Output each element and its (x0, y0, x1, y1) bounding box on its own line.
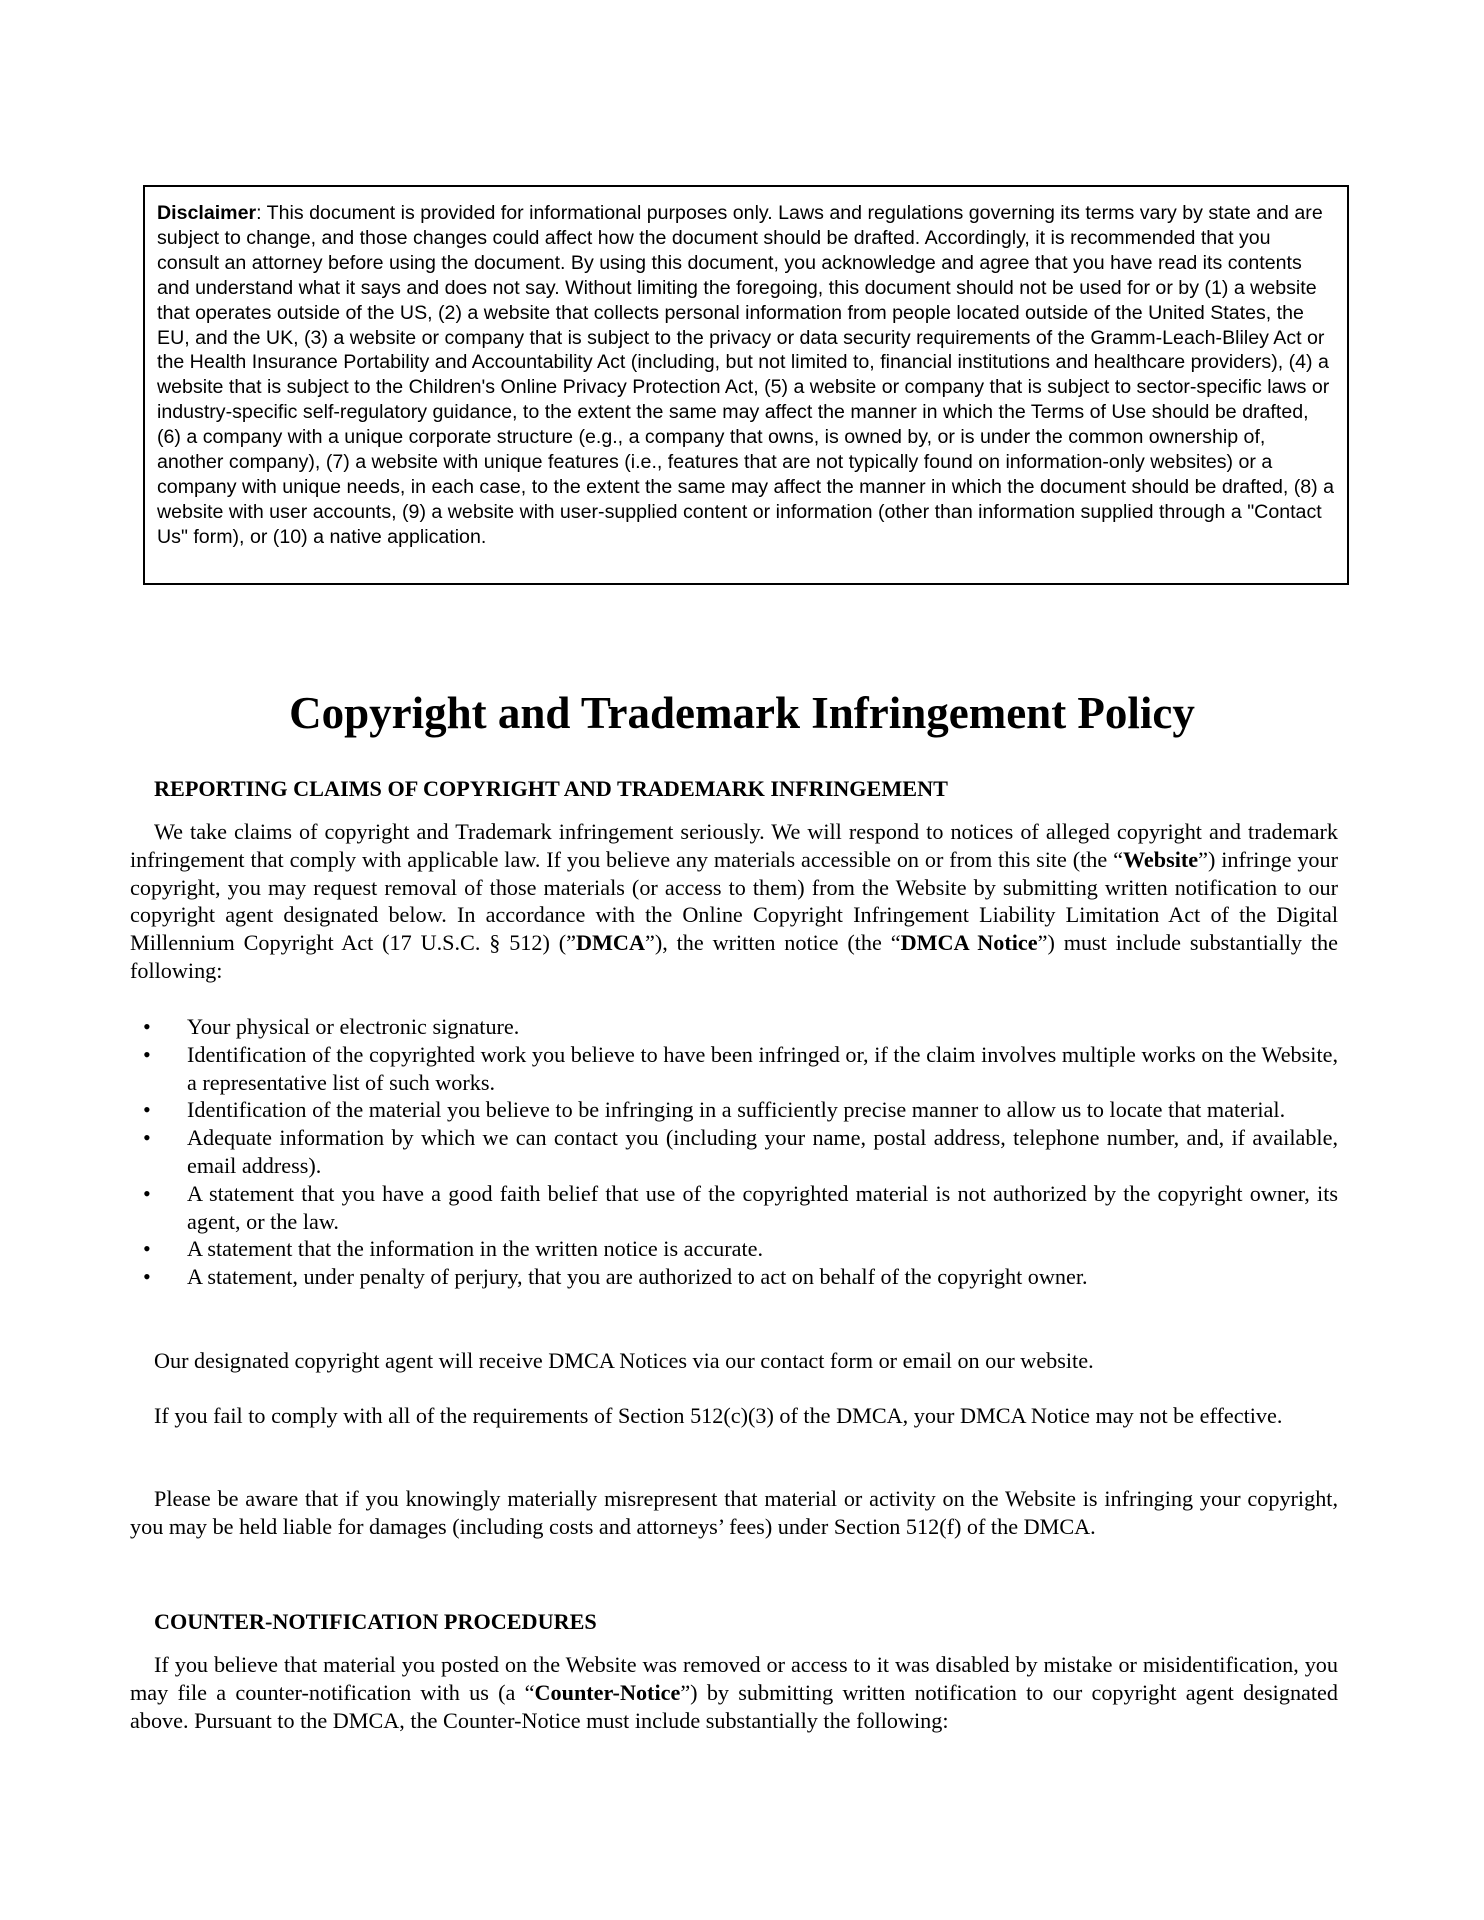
bullet-icon: • (143, 1125, 151, 1151)
list-item (130, 1041, 1338, 1097)
list-item-text: A statement, under penalty of perjury, that you are authorized to act on behalf of the copyright owner. (187, 1264, 1088, 1290)
dmca-notice-requirements-list (130, 1013, 1338, 1291)
intro-term-dmca: DMCA (575, 930, 645, 956)
disclaimer-label: Disclaimer (157, 202, 257, 224)
counter-intro-term: Counter-Notice (534, 1679, 681, 1705)
list-item-text: Identification of the material you believe to be infringing in a sufficiently precise manner to allow us to locate that material. (187, 1097, 1286, 1123)
disclaimer-box (143, 185, 1349, 585)
bullet-icon: • (143, 1014, 151, 1039)
list-item-text: Adequate information by which we can contact you (including your name, postal address, telephone number, and, if available, email address). (187, 1125, 1338, 1178)
agent-paragraph: Our designated copyright agent will receive DMCA Notices via our contact form or email on our website. (154, 1348, 1094, 1373)
compliance-paragraph: If you fail to comply with all of the requirements of Section 512(c)(3) of the DMCA, your DMCA Notice may not be effective. (154, 1403, 1283, 1428)
intro-text-3: ”), the written notice (the “ (644, 930, 901, 956)
bullet-icon: • (143, 1041, 151, 1067)
bullet-icon: • (143, 1097, 151, 1123)
counter-intro-text-2: ”) by submitting written notification to our copyright agent designated above. Pursuant to the DMCA, the Counter-Notice must include substantially the following: (130, 1679, 1338, 1733)
section-heading-counter-notification: COUNTER-NOTIFICATION PROCEDURES (154, 1609, 597, 1634)
intro-text-4: ”) must include substantially the following: (130, 930, 1338, 983)
list-item (130, 1235, 1338, 1263)
page-title: Copyright and Trademark Infringement Policy (289, 688, 1195, 738)
list-item-text: A statement that you have a good faith belief that use of the copyrighted material is not authorized by the copyright owner, its agent, or the law. (187, 1180, 1338, 1234)
list-item (130, 1096, 1338, 1124)
list-item (130, 1124, 1338, 1180)
counter-notice-intro-paragraph (130, 1651, 1338, 1734)
list-item-text: A statement that the information in the written notice is accurate. (187, 1236, 764, 1262)
reporting-intro-paragraph (130, 818, 1338, 985)
section-heading-reporting: REPORTING CLAIMS OF COPYRIGHT AND TRADEMARK INFRINGEMENT (154, 776, 948, 801)
intro-term-dmca-notice: DMCA Notice (900, 930, 1038, 956)
list-item (130, 1013, 1338, 1041)
list-item-text: Your physical or electronic signature. (187, 1014, 520, 1039)
list-item (130, 1263, 1338, 1291)
bullet-icon: • (143, 1180, 151, 1206)
bullet-icon: • (143, 1264, 151, 1290)
intro-text-1: We take claims of copyright and Trademark infringement seriously. We will respond to notices of alleged copyright and trademark infringement that comply with applicable law. If you believe any materials accessible on or from this site (the “ (130, 819, 1338, 872)
disclaimer-text: : This document is provided for informational purposes only. Laws and regulations governing its terms vary by state and are subject to change, and those changes could affect how the document should be drafted. Accordingly, it is recommended that you consult an attorney before using the document. By using this document, you acknowledge and agree that you have read its contents and understand what it says and does not say. Without limiting the foregoing, this document should not be used for or by (1) a website that operates outside of the US, (2) a website that collects personal information from people located outside of the United States, the EU, and the UK, (3) a website or company that is subject to the privacy or data security requirements of the Gramm-Leach-Bliley Act or the Health Insurance Portability and Accountability Act (including, but not limited to, financial institutions and healthcare providers), (4) a website that is subject to the Children's Online Privacy Protection Act, (5) a website or company that is subject to sector-specific laws or industry-specific self-regulatory guidance, to the extent the same may affect the manner in which the Terms of Use should be drafted, (6) a company with a unique corporate structure (e.g., a company that owns, is owned by, or is under the common ownership of, another company), (7) a website with unique features (i.e., features that are not typically found on information-only websites) or a company with unique needs, in each case, to the extent the same may affect the manner in which the document should be drafted, (8) a website with user accounts, (9) a website with user-supplied content or information (other than information supplied through a "Contact Us" form), or (10) a native application. (157, 202, 1335, 548)
list-item (130, 1180, 1338, 1236)
bullet-icon: • (143, 1236, 151, 1262)
misrepresentation-paragraph: Please be aware that if you knowingly materially misrepresent that material or activity on the Website is infringing your copyright, you may be held liable for damages (including costs and attorneys’ fees) under Section 512(f) of the DMCA. (130, 1486, 1338, 1539)
intro-text-2: ”) infringe your copyright, you may request removal of those materials (or access to them) from the Website by submitting written notification to our copyright agent designated below. In accordance with the Online Copyright Infringement Liability Limitation Act of the Digital Millennium Copyright Act (17 U.S.C. § 512) (” (130, 846, 1338, 956)
intro-term-website: Website (1122, 846, 1199, 872)
list-item-text: Identification of the copyrighted work you believe to have been infringed or, if the claim involves multiple works on the Website, a representative list of such works. (187, 1041, 1338, 1095)
counter-intro-text-1: If you believe that material you posted on the Website was removed or access to it was disabled by mistake or misidentification, you may file a counter-notification with us (a “ (130, 1652, 1338, 1705)
